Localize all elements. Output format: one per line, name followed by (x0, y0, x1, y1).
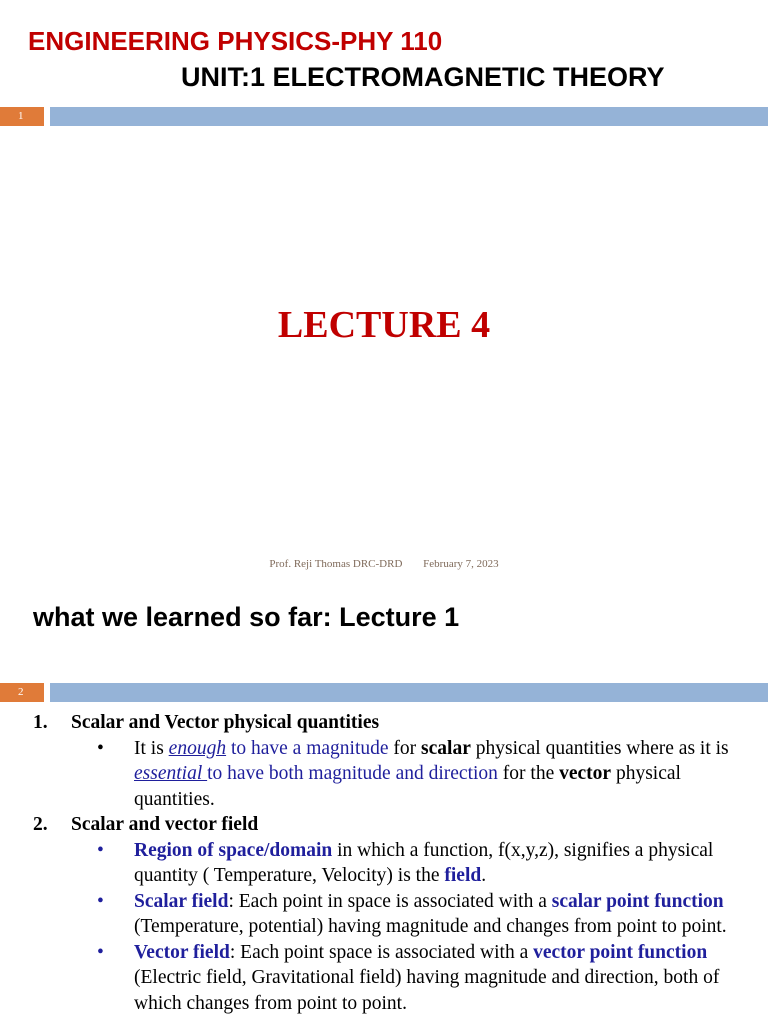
text: scalar (421, 737, 471, 759)
slide-content (33, 710, 733, 1016)
item-number: 1. (33, 712, 48, 733)
item-heading: Scalar and Vector physical quantities (71, 712, 380, 733)
slide-header-bar (0, 107, 768, 126)
course-title: ENGINEERING PHYSICS-PHY 110 (28, 26, 443, 56)
slide-title: what we learned so far: Lecture 1 (33, 602, 460, 632)
bullet-icon: • (97, 890, 104, 912)
text: for the (497, 763, 560, 784)
slide-number: 1 (0, 107, 44, 126)
bullet-vector-field (33, 940, 733, 1017)
text: vector point function (533, 941, 708, 963)
bullet-icon: • (97, 737, 104, 759)
text: field (444, 865, 482, 886)
slide-number: 2 (0, 683, 44, 702)
lecture-title: LECTURE 4 (277, 304, 491, 346)
text: for (388, 737, 422, 759)
enough-link[interactable]: enough (168, 737, 227, 759)
essential-link[interactable]: essential (134, 763, 208, 784)
text: (Electric field, Gravitational field) having magnitude and direction, both of which changes from point to point. (134, 967, 720, 1014)
header-bar-fill (50, 107, 768, 126)
bullet-scalar-field (33, 889, 733, 940)
footer-author: Prof. Reji Thomas DRC-DRD (269, 558, 403, 570)
text: physical quantities where as it is (470, 737, 729, 759)
unit-title: UNIT:1 ELECTROMAGNETIC THEORY (181, 62, 665, 92)
text: to have both magnitude and direction (207, 763, 498, 784)
slide-header-bar (0, 683, 768, 702)
header-bar-fill (50, 683, 768, 702)
slide-footer (0, 558, 768, 570)
bullet-field-definition (33, 838, 733, 889)
text: vector (559, 763, 612, 784)
bullet-icon: • (97, 941, 104, 963)
text: scalar point function (551, 890, 724, 912)
text: . (481, 865, 487, 886)
slide-2 (0, 590, 768, 1024)
text: Vector field (134, 941, 230, 963)
footer-date: February 7, 2023 (423, 558, 499, 570)
text: Region of space/domain (134, 839, 333, 861)
text: (Temperature, potential) having magnitude and changes from point to point. (134, 916, 727, 937)
bullet-scalar-vector (33, 736, 733, 813)
text: in which a function, f(x,y,z), signifies a physical quantity ( Temperature, Velocity) is the (134, 839, 714, 886)
text: to have a magnitude (226, 737, 389, 759)
text: : Each point in space is associated with a (228, 890, 552, 912)
text: It is (134, 737, 169, 759)
list-item-2 (33, 812, 733, 838)
item-number: 2. (33, 814, 48, 835)
text: Scalar field (134, 890, 229, 912)
bullet-icon: • (97, 839, 104, 861)
text: physical quantities. (134, 763, 681, 810)
item-heading: Scalar and vector field (71, 814, 259, 835)
text: : Each point space is associated with a (229, 941, 534, 963)
list-item-1 (33, 710, 733, 736)
